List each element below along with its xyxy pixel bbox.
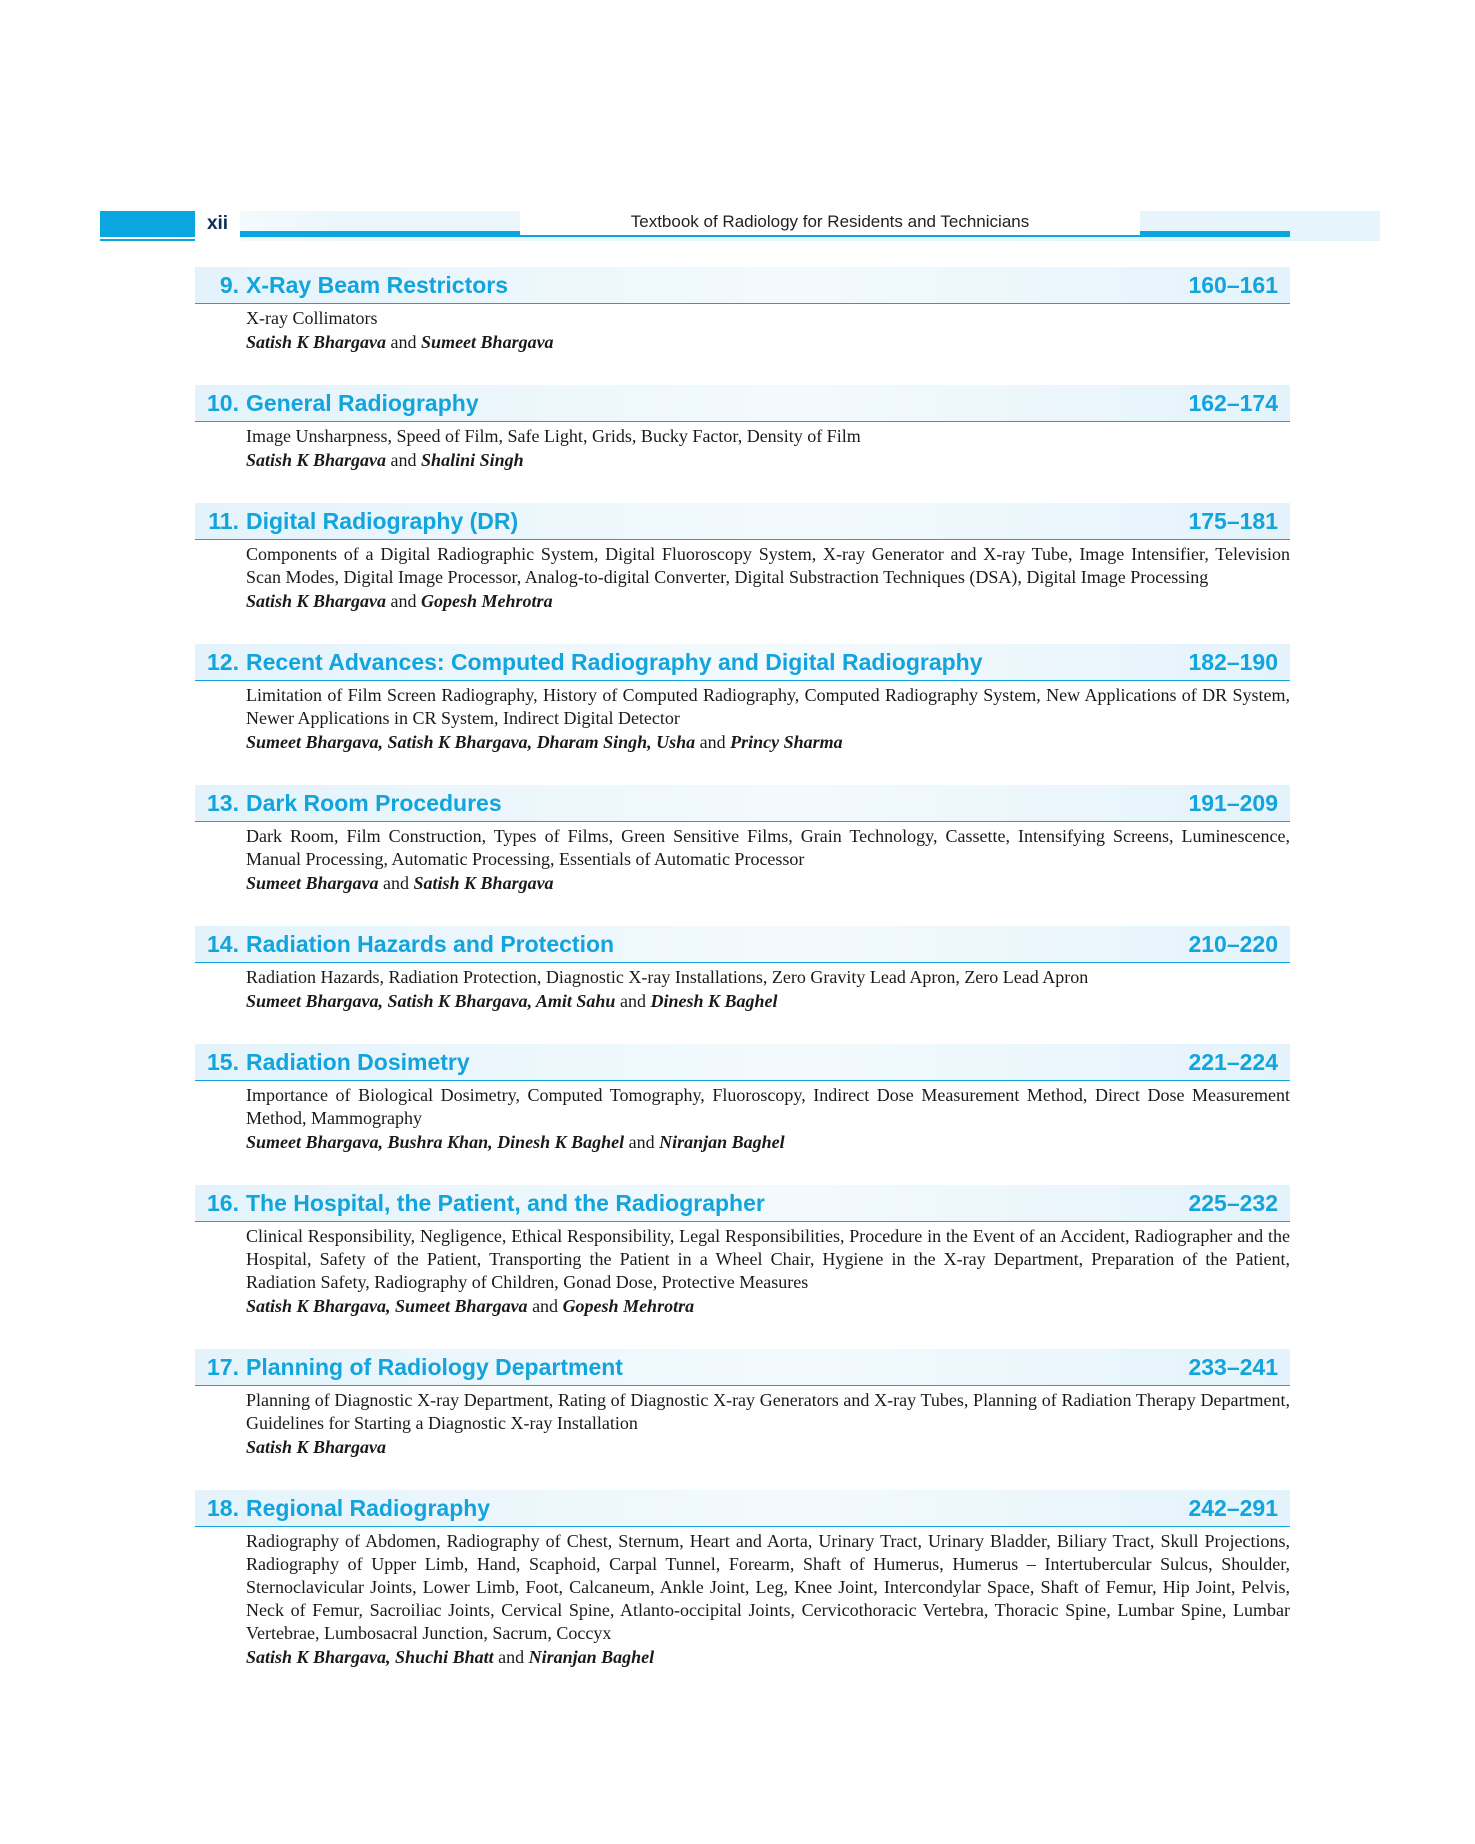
author-name: Dinesh K Baghel bbox=[497, 1132, 625, 1152]
author-name: Satish K Bhargava bbox=[387, 991, 528, 1011]
chapter-authors: Sumeet Bhargava, Satish K Bhargava, Amit Sahu and Dinesh K Baghel bbox=[246, 991, 778, 1011]
toc-entry bbox=[195, 926, 1290, 1014]
chapter-title: Radiation Dosimetry bbox=[246, 1049, 470, 1075]
toc-entry bbox=[195, 1349, 1290, 1460]
chapter-topics: Image Unsharpness, Speed of Film, Safe Light, Grids, Bucky Factor, Density of Film bbox=[246, 426, 861, 446]
chapter-body bbox=[195, 681, 1290, 755]
author-name: Niranjan Baghel bbox=[659, 1132, 785, 1152]
chapter-page-range: 191–209 bbox=[1188, 790, 1278, 816]
chapter-heading[interactable] bbox=[195, 1185, 1290, 1222]
chapter-number: 12. bbox=[207, 649, 239, 675]
chapter-title: Recent Advances: Computed Radiography and Digital Radiography bbox=[246, 649, 983, 675]
author-name: Satish K Bhargava bbox=[246, 591, 387, 611]
chapter-page-range: 221–224 bbox=[1188, 1049, 1278, 1075]
chapter-title: Radiation Hazards and Protection bbox=[246, 931, 615, 957]
chapter-number: 9. bbox=[219, 272, 239, 298]
chapter-authors: Satish K Bhargava and Shalini Singh bbox=[246, 450, 524, 470]
chapter-heading[interactable] bbox=[195, 385, 1290, 422]
toc-entry bbox=[195, 503, 1290, 614]
author-name: Satish K Bhargava bbox=[246, 332, 387, 352]
chapter-authors: Sumeet Bhargava, Satish K Bhargava, Dharam Singh, Usha and Princy Sharma bbox=[246, 732, 843, 752]
chapter-topics: Planning of Diagnostic X-ray Department, Rating of Diagnostic X-ray Generators and X-ray Tubes, Planning of Radiation Therapy Department, Guidelines for Starting a Diagnostic X-ray Installation bbox=[246, 1390, 1290, 1433]
chapter-body bbox=[195, 822, 1290, 896]
chapter-heading[interactable] bbox=[195, 644, 1290, 681]
chapter-page-range: 162–174 bbox=[1188, 390, 1278, 416]
page-number: xii bbox=[195, 211, 240, 241]
chapter-body bbox=[195, 1527, 1290, 1670]
toc-entry bbox=[195, 385, 1290, 473]
author-name: Sumeet Bhargava bbox=[246, 873, 379, 893]
author-name: Satish K Bhargava bbox=[246, 1647, 387, 1667]
chapter-title: General Radiography bbox=[246, 390, 479, 416]
chapter-authors: Sumeet Bhargava, Bushra Khan, Dinesh K Baghel and Niranjan Baghel bbox=[246, 1132, 785, 1152]
chapter-heading[interactable] bbox=[195, 1349, 1290, 1386]
chapter-heading[interactable] bbox=[195, 1044, 1290, 1081]
chapter-body bbox=[195, 540, 1290, 614]
chapter-body bbox=[195, 1081, 1290, 1155]
page-header bbox=[100, 211, 1380, 241]
chapter-heading[interactable] bbox=[195, 503, 1290, 540]
author-name: Sumeet Bhargava bbox=[421, 332, 554, 352]
author-name: Satish K Bhargava bbox=[246, 1296, 387, 1316]
author-name: Bushra Khan bbox=[387, 1132, 489, 1152]
author-name: Satish K Bhargava bbox=[246, 450, 387, 470]
chapter-title: Dark Room Procedures bbox=[246, 790, 502, 816]
toc-entry bbox=[195, 644, 1290, 755]
chapter-authors bbox=[246, 1435, 1290, 1460]
toc-entry bbox=[195, 1490, 1290, 1670]
chapter-topics: Radiography of Abdomen, Radiography of Chest, Sternum, Heart and Aorta, Urinary Tract, Urinary Bladder, Biliary Tract, Skull Projections, Radiography of Upper Limb, Hand, Scaphoid, Carpal Tunnel, Forearm, Shaft of Humerus, Humerus – Intertubercular Sulcus, Shoulder, Sternoclavicular Joints, Lower Limb, Foot, Calcaneum, Ankle Joint, Leg, Knee Joint, Intercondylar Space, Shaft of Femur, Hip Joint, Pelvis, Neck of Femur, Sacroiliac Joints, Cervical Spine, Atlanto-occipital Joints, Cervicothoracic Vertebra, Thoracic Spine, Lumbar Spine, Lumbar Vertebrae, Lumbosacral Junction, Sacrum, Coccyx bbox=[246, 1531, 1290, 1643]
chapter-authors: Satish K Bhargava and Sumeet Bhargava bbox=[246, 332, 554, 352]
chapter-number: 18. bbox=[207, 1495, 239, 1521]
chapter-topics: Components of a Digital Radiographic System, Digital Fluoroscopy System, X-ray Generator and X-ray Tube, Image Intensifier, Television Scan Modes, Digital Image Processor, Analog-to-digital Converter, Digital Substraction Techniques (DSA), Digital Image Processing bbox=[246, 544, 1290, 587]
chapter-page-range: 160–161 bbox=[1188, 272, 1278, 298]
running-title: Textbook of Radiology for Residents and Technicians bbox=[520, 211, 1140, 235]
author-name: Gopesh Mehrotra bbox=[421, 591, 553, 611]
author-name: Usha bbox=[656, 732, 696, 752]
author-name: Princy Sharma bbox=[730, 732, 843, 752]
author-name: Sumeet Bhargava bbox=[246, 1132, 379, 1152]
author-name: Amit Sahu bbox=[535, 991, 616, 1011]
chapter-number: 14. bbox=[207, 931, 239, 957]
chapter-body bbox=[195, 422, 1290, 473]
chapter-title: The Hospital, the Patient, and the Radiographer bbox=[246, 1190, 765, 1216]
chapter-title: Planning of Radiology Department bbox=[246, 1354, 623, 1380]
chapter-topics: Dark Room, Film Construction, Types of Films, Green Sensitive Films, Grain Technology, Cassette, Intensifying Screens, Luminescence, Manual Processing, Automatic Processing, Essentials of Automatic Processor bbox=[246, 826, 1290, 869]
chapter-title: Digital Radiography (DR) bbox=[246, 508, 519, 534]
author-name: Dharam Singh bbox=[536, 732, 648, 752]
chapter-number: 11. bbox=[208, 508, 239, 534]
toc-entry bbox=[195, 785, 1290, 896]
toc-entry bbox=[195, 1185, 1290, 1319]
chapter-heading[interactable] bbox=[195, 926, 1290, 963]
chapter-number: 16. bbox=[207, 1190, 239, 1216]
author-name: Shuchi Bhatt bbox=[395, 1647, 494, 1667]
toc-entry bbox=[195, 1044, 1290, 1155]
chapter-topics: X-ray Collimators bbox=[246, 308, 378, 328]
chapter-page-range: 225–232 bbox=[1188, 1190, 1278, 1216]
author-name: Satish K Bhargava bbox=[413, 873, 554, 893]
chapter-number: 17. bbox=[207, 1354, 239, 1380]
author-name: Sumeet Bhargava bbox=[246, 732, 379, 752]
chapter-number: 13. bbox=[207, 790, 239, 816]
chapter-page-range: 210–220 bbox=[1188, 931, 1278, 957]
table-of-contents bbox=[195, 267, 1290, 1700]
chapter-body bbox=[195, 1386, 1290, 1460]
chapter-page-range: 182–190 bbox=[1188, 649, 1278, 675]
chapter-authors: Satish K Bhargava and Gopesh Mehrotra bbox=[246, 591, 553, 611]
chapter-heading[interactable] bbox=[195, 267, 1290, 304]
chapter-title: Regional Radiography bbox=[246, 1495, 491, 1521]
author-name: Shalini Singh bbox=[421, 450, 524, 470]
chapter-body bbox=[195, 304, 1290, 355]
chapter-authors: Sumeet Bhargava and Satish K Bhargava bbox=[246, 873, 554, 893]
author-name: Niranjan Baghel bbox=[528, 1647, 655, 1667]
chapter-topics: Importance of Biological Dosimetry, Computed Tomography, Fluoroscopy, Indirect Dose Measurement Method, Direct Dose Measurement Method, Mammography bbox=[246, 1085, 1290, 1128]
toc-entry bbox=[195, 267, 1290, 355]
author-name: Dinesh K Baghel bbox=[650, 991, 778, 1011]
chapter-title: X-Ray Beam Restrictors bbox=[246, 272, 509, 298]
chapter-heading[interactable] bbox=[195, 785, 1290, 822]
chapter-number: 10. bbox=[207, 390, 239, 416]
chapter-authors: Satish K Bhargava, Shuchi Bhatt and Niranjan Baghel bbox=[246, 1647, 655, 1667]
author-name: Satish K Bhargava bbox=[246, 1437, 387, 1457]
chapter-page-range: 242–291 bbox=[1188, 1495, 1278, 1521]
author-name: Satish K Bhargava bbox=[387, 732, 528, 752]
chapter-heading[interactable] bbox=[195, 1490, 1290, 1527]
chapter-body bbox=[195, 963, 1290, 1014]
chapter-topics: Limitation of Film Screen Radiography, History of Computed Radiography, Computed Radiography System, New Applications of DR System, Newer Applications in CR System, Indirect Digital Detector bbox=[246, 685, 1290, 728]
chapter-topics: Clinical Responsibility, Negligence, Ethical Responsibility, Legal Responsibilities, Procedure in the Event of an Accident, Radiographer and the Hospital, Safety of the Patient, Transporting the Patient in a Wheel Chair, Hygiene in the X-ray Department, Preparation of the Patient, Radiation Safety, Radiography of Children, Gonad Dose, Protective Measures bbox=[246, 1226, 1290, 1292]
chapter-body bbox=[195, 1222, 1290, 1319]
chapter-authors: Satish K Bhargava, Sumeet Bhargava and Gopesh Mehrotra bbox=[246, 1296, 695, 1316]
author-name: Gopesh Mehrotra bbox=[562, 1296, 695, 1316]
chapter-number: 15. bbox=[207, 1049, 239, 1075]
chapter-topics: Radiation Hazards, Radiation Protection, Diagnostic X-ray Installations, Zero Gravity Lead Apron, Zero Lead Apron bbox=[246, 967, 1089, 987]
chapter-page-range: 175–181 bbox=[1188, 508, 1278, 534]
author-name: Sumeet Bhargava bbox=[395, 1296, 528, 1316]
author-name: Sumeet Bhargava bbox=[246, 991, 379, 1011]
chapter-page-range: 233–241 bbox=[1188, 1354, 1278, 1380]
